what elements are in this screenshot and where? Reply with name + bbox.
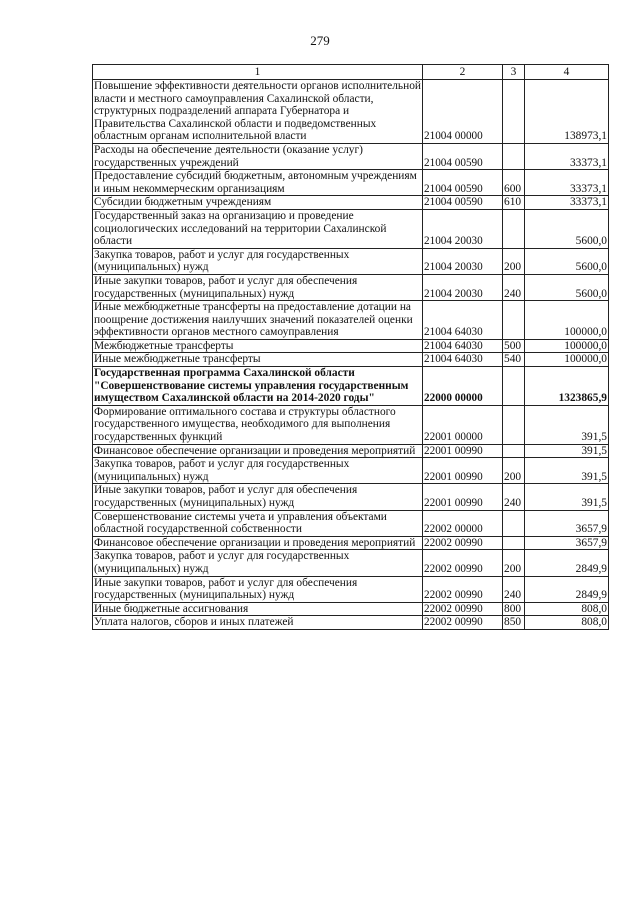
row-name-cell: Совершенствование системы учета и управления объектами областной государственной собственности	[93, 510, 423, 536]
table-row	[93, 484, 609, 510]
row-code-cell: 22001 00990	[423, 484, 503, 510]
table-header-row	[93, 65, 609, 80]
row-amount-cell: 3657,9	[525, 536, 609, 550]
row-amount-cell: 33373,1	[525, 170, 609, 196]
row-amount-cell: 2849,9	[525, 550, 609, 576]
row-type-cell: 200	[503, 248, 525, 274]
row-type-cell: 500	[503, 339, 525, 353]
row-amount-cell: 138973,1	[525, 80, 609, 144]
row-name-cell: Государственный заказ на организацию и проведение социологических исследований на территории Сахалинской области	[93, 209, 423, 248]
row-amount-cell: 100000,0	[525, 301, 609, 340]
row-name-cell: Межбюджетные трансферты	[93, 339, 423, 353]
row-type-cell: 200	[503, 458, 525, 484]
column-header-code: 2	[423, 65, 503, 80]
row-name-cell: Государственная программа Сахалинской области "Совершенствование системы управления государственным имуществом Сахалинской области на 2014-2020 годы"	[93, 367, 423, 406]
row-name-cell: Уплата налогов, сборов и иных платежей	[93, 616, 423, 630]
row-code-cell: 21004 20030	[423, 274, 503, 300]
row-code-cell: 22002 00990	[423, 576, 503, 602]
row-code-cell: 22002 00990	[423, 602, 503, 616]
column-header-type: 3	[503, 65, 525, 80]
row-name-cell: Формирование оптимального состава и структуры областного государственного имущества, необходимого для выполнения государственных функций	[93, 405, 423, 444]
row-code-cell: 22002 00990	[423, 536, 503, 550]
table-row	[93, 405, 609, 444]
row-type-cell	[503, 367, 525, 406]
row-type-cell: 850	[503, 616, 525, 630]
table-row	[93, 510, 609, 536]
row-code-cell: 22001 00000	[423, 405, 503, 444]
row-code-cell: 21004 00590	[423, 170, 503, 196]
row-name-cell: Иные бюджетные ассигнования	[93, 602, 423, 616]
table-row	[93, 143, 609, 169]
table-row	[93, 367, 609, 406]
row-code-cell: 21004 00000	[423, 80, 503, 144]
row-amount-cell: 808,0	[525, 616, 609, 630]
budget-table-body	[93, 65, 609, 630]
row-amount-cell: 808,0	[525, 602, 609, 616]
row-code-cell: 22002 00990	[423, 616, 503, 630]
table-row	[93, 339, 609, 353]
table-row	[93, 196, 609, 210]
row-type-cell	[503, 510, 525, 536]
row-code-cell: 22002 00990	[423, 550, 503, 576]
row-type-cell	[503, 405, 525, 444]
row-name-cell: Повышение эффективности деятельности органов исполнительной власти и местного самоуправления Сахалинской области, структурных подразделений аппарата Губернатора и Правительства Сахалинской области и подведомственных областным органам исполнительной власти	[94, 80, 421, 143]
row-name-cell: Иные межбюджетные трансферты на предоставление дотации на поощрение достижения наилучших значений показателей оценки эффективности органов местного самоуправления	[93, 301, 423, 340]
row-name-cell: Финансовое обеспечение организации и проведения мероприятий	[93, 444, 423, 458]
table-row	[93, 576, 609, 602]
table-row	[93, 301, 609, 340]
row-type-cell	[503, 444, 525, 458]
table-row	[93, 458, 609, 484]
row-name-cell: Закупка товаров, работ и услуг для государственных (муниципальных) нужд	[93, 550, 423, 576]
table-row	[93, 536, 609, 550]
table-row	[93, 274, 609, 300]
row-type-cell: 240	[503, 274, 525, 300]
row-name-cell: Иные закупки товаров, работ и услуг для обеспечения государственных (муниципальных) нужд	[93, 484, 423, 510]
row-amount-cell: 5600,0	[525, 248, 609, 274]
row-amount-cell: 391,5	[525, 405, 609, 444]
row-amount-cell: 5600,0	[525, 274, 609, 300]
table-row	[93, 444, 609, 458]
table-row	[93, 170, 609, 196]
row-type-cell: 200	[503, 550, 525, 576]
row-amount-cell: 100000,0	[525, 339, 609, 353]
row-amount-cell: 2849,9	[525, 576, 609, 602]
page-number: 279	[310, 33, 330, 48]
row-code-cell: 22001 00990	[423, 444, 503, 458]
row-type-cell: 540	[503, 353, 525, 367]
row-type-cell	[503, 301, 525, 340]
row-name-cell: Расходы на обеспечение деятельности (оказание услуг) государственных учреждений	[93, 143, 423, 169]
row-name-cell: Предоставление субсидий бюджетным, автономным учреждениям и иным некоммерческим организациям	[93, 170, 423, 196]
row-code-cell: 22001 00990	[423, 458, 503, 484]
row-amount-cell: 391,5	[525, 458, 609, 484]
row-type-cell: 600	[503, 170, 525, 196]
row-type-cell: 240	[503, 484, 525, 510]
row-amount-cell: 391,5	[525, 444, 609, 458]
row-name-cell: Иные закупки товаров, работ и услуг для обеспечения государственных (муниципальных) нужд	[93, 274, 423, 300]
row-code-cell: 21004 20030	[423, 209, 503, 248]
row-code-cell: 21004 64030	[423, 301, 503, 340]
row-amount-cell: 5600,0	[525, 209, 609, 248]
row-name-cell: Закупка товаров, работ и услуг для государственных (муниципальных) нужд	[93, 248, 423, 274]
table-row	[93, 248, 609, 274]
row-type-cell: 610	[503, 196, 525, 210]
column-header-amount: 4	[525, 65, 609, 80]
row-type-cell: 800	[503, 602, 525, 616]
row-amount-cell: 3657,9	[525, 510, 609, 536]
row-amount-cell: 33373,1	[525, 143, 609, 169]
row-amount-cell: 100000,0	[525, 353, 609, 367]
table-row	[93, 209, 609, 248]
table-row	[93, 550, 609, 576]
row-amount-cell: 391,5	[525, 484, 609, 510]
table-row	[93, 602, 609, 616]
row-type-cell	[503, 209, 525, 248]
row-code-cell: 22002 00000	[423, 510, 503, 536]
row-type-cell	[503, 80, 525, 144]
row-name-cell: Финансовое обеспечение организации и проведения мероприятий	[93, 536, 423, 550]
row-amount-cell: 1323865,9	[525, 367, 609, 406]
row-code-cell: 22000 00000	[423, 367, 503, 406]
row-code-cell: 21004 64030	[423, 339, 503, 353]
row-code-cell: 21004 64030	[423, 353, 503, 367]
row-name-cell: Субсидии бюджетным учреждениям	[93, 196, 423, 210]
table-row	[93, 353, 609, 367]
row-name-cell: Иные межбюджетные трансферты	[93, 353, 423, 367]
row-name-cell: Закупка товаров, работ и услуг для государственных (муниципальных) нужд	[93, 458, 423, 484]
row-type-cell	[503, 143, 525, 169]
row-name-cell: Иные закупки товаров, работ и услуг для обеспечения государственных (муниципальных) нужд	[93, 576, 423, 602]
column-header-name: 1	[93, 65, 423, 80]
row-amount-cell: 33373,1	[525, 196, 609, 210]
row-type-cell: 240	[503, 576, 525, 602]
table-row	[93, 616, 609, 630]
budget-table	[92, 64, 609, 630]
table-row	[93, 80, 609, 144]
row-code-cell: 21004 20030	[423, 248, 503, 274]
row-code-cell: 21004 00590	[423, 196, 503, 210]
row-code-cell: 21004 00590	[423, 143, 503, 169]
row-type-cell	[503, 536, 525, 550]
